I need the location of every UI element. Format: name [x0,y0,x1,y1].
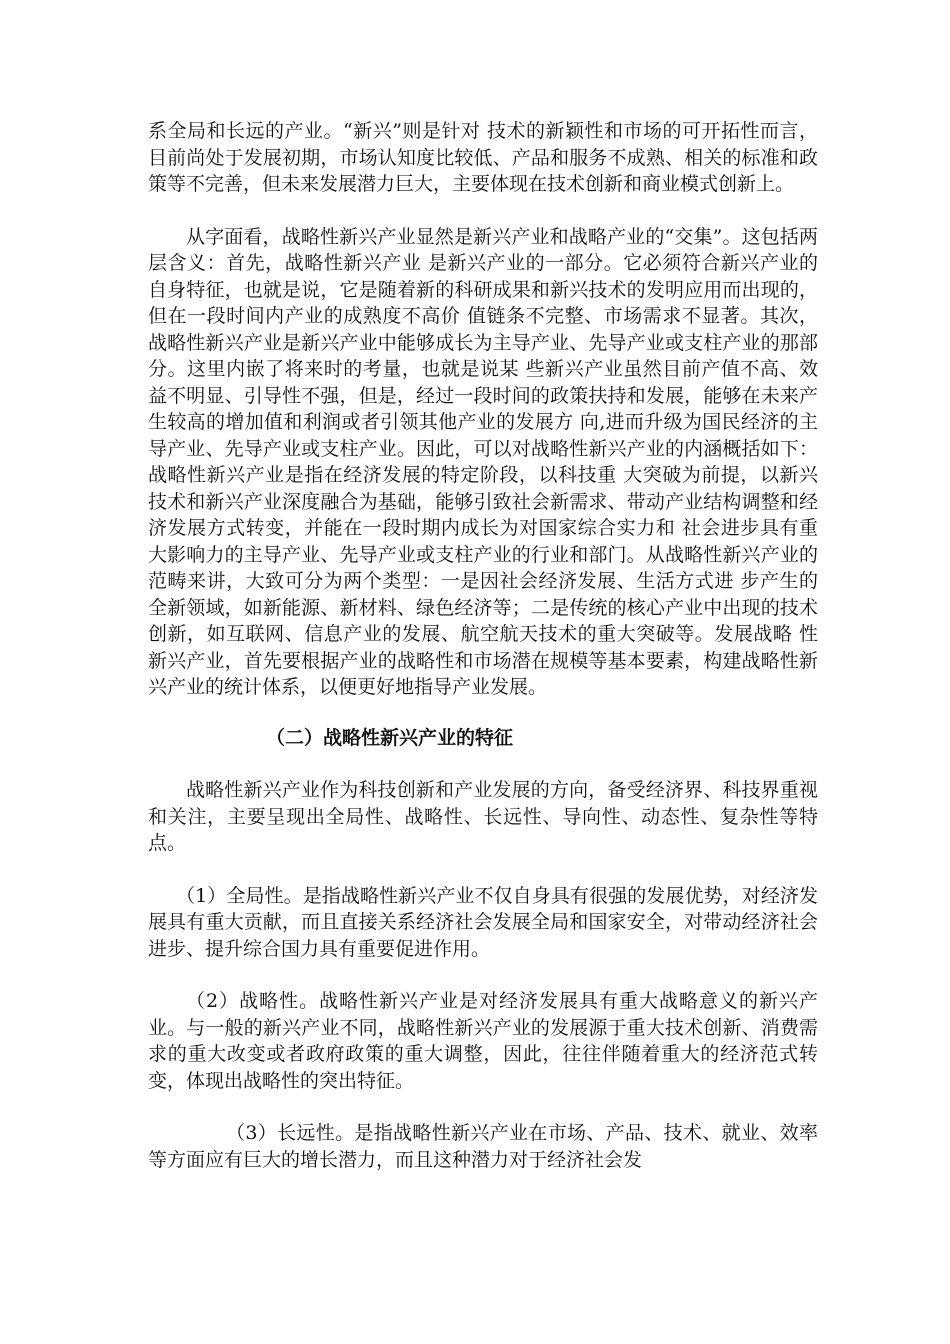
paragraph-definition: 从字面看，战略性新兴产业显然是新兴产业和战略产业的“交集”。这包括两层含义：首先，战略性新兴产业 是新兴产业的一部分。它必须符合新兴产业的自身特征，也就是说，它是随着新的科研成果和新兴技术的发明应用而出现的，但在一段时间内产业的成熟度不高价 值链条不完整、市场需求不显著。其次，战略性新兴产业是新兴产业中能够成长为主导产业、先导产业或支柱产业的那部分。这里内嵌了将来时的考量，也就是说某 些新兴产业虽然目前产值不高、效益不明显、引导性不强，但是，经过一段时间的政策扶持和发展，能够在未来产生较高的增加值和利润或者引领其他产业的发展方 向,进而升级为国民经济的主导产业、先导产业或支柱产业。因此，可以对战略性新兴产业的内涵概括如下：战略性新兴产业是指在经济发展的特定阶段，以科技重 大突破为前提，以新兴技术和新兴产业深度融合为基础，能够引致社会新需求、带动产业结构调整和经济发展方式转变，并能在一段时期内成长为对国家综合实力和 社会进步具有重大影响力的主导产业、先导产业或支柱产业的行业和部门。从战略性新兴产业的范畴来讲，大致可分为两个类型：一是因社会经济发展、生活方式进 步产生的全新领域，如新能源、新材料、绿色经济等；二是传统的核心产业中出现的技术创新，如互联网、信息产业的发展、航空航天技术的重大突破等。发展战略 性新兴产业，首先要根据产业的战略性和市场潜在规模等基本要素，构建战略性新兴产业的统计体系，以便更好地指导产业发展。 [148,225,818,698]
paragraph-feature-global: （1）全局性。是指战略性新兴产业不仅自身具有很强的发展优势，对经济发展具有重大贡献，而且直接关系经济社会发展全局和国家安全，对带动经济社会进步、提升综合国力具有重要促进作用。 [148,884,818,960]
paragraph-feature-strategic: （2）战略性。战略性新兴产业是对经济发展具有重大战略意义的新兴产业。与一般的新兴产业不同，战略性新兴产业的发展源于重大技术创新、消费需求的重大改变或者政府政策的重大调整，因此，往往伴随着重大的经济范式转变，体现出战略性的突出特征。 [148,990,818,1092]
section-heading: （二）战略性新兴产业的特征 [266,726,514,749]
document-body [148,118,818,1173]
paragraph-features-overview: 战略性新兴产业作为科技创新和产业发展的方向，备受经济界、科技界重视和关注，主要呈现出全局性、战略性、长远性、导向性、动态性、复杂性等特点。 [148,779,818,854]
paragraph-feature-long-term: （3）长远性。是指战略性新兴产业在市场、产品、技术、就业、效率等方面应有巨大的增长潜力，而且这种潜力对于经济社会发 [148,1122,818,1171]
paragraph-intro-continuation: 系全局和长远的产业。“新兴”则是针对 技术的新颖性和市场的可开拓性而言，目前尚处于发展初期，市场认知度比较低、产品和服务不成熟、相关的标准和政策等不完善，但未来发展潜力巨大，主要体现在技术创新和商业模式创新上。 [148,120,818,195]
